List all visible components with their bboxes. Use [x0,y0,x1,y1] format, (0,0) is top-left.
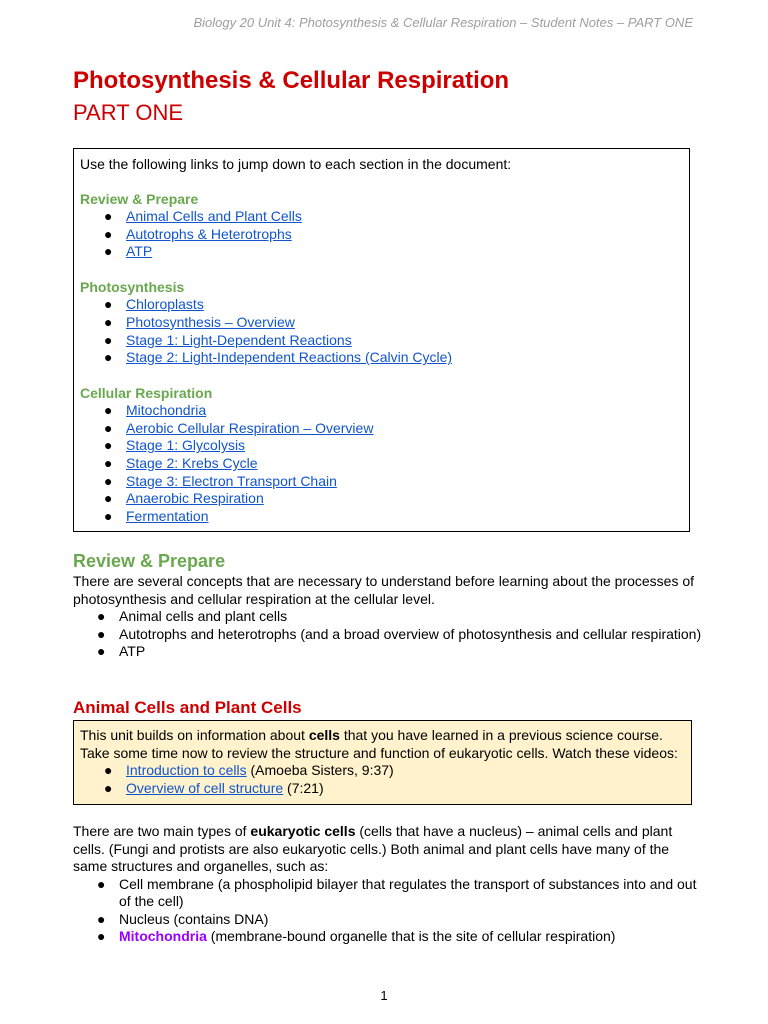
list-item: ● Anaerobic Respiration [104,490,264,507]
list-item: ● Stage 3: Electron Transport Chain [104,472,337,489]
toc-link-animal-plant-cells[interactable]: Animal Cells and Plant Cells [126,208,302,224]
list-item: ● Chloroplasts [104,296,204,313]
list-item: ● Fermentation [104,508,209,525]
toc-link-autotrophs[interactable]: Autotrophs & Heterotrophs [126,225,292,242]
list-item: ● Stage 1: Light-Dependent Reactions [104,331,352,348]
review-heading: Review & Prepare [73,551,226,571]
cells-paragraph: There are two main types of eukaryotic cells (cells that have a nucleus) – animal cells and plant cells. (Fungi and protists are also eukaryotic cells.) Both animal and plant cells have many of the same structures and organelles, such as: [73,823,673,874]
toc-link-krebs-cycle[interactable]: Stage 2: Krebs Cycle [126,455,258,472]
video-list [80,762,685,797]
video-link-cell-structure[interactable]: Overview of cell structure [126,779,284,796]
list-item: ● Animal Cells and Plant Cells [104,208,302,224]
cells-heading: Animal Cells and Plant Cells [73,698,302,717]
toc-link-light-dependent[interactable]: Stage 1: Light-Dependent Reactions [126,331,352,348]
list-item: ● Autotrophs and heterotrophs (and a broad overview of photosynthesis and cellular respiration) [97,625,702,642]
organelle-list [73,876,703,946]
mitochondria-term: Mitochondria [119,928,207,944]
toc-list-review [80,208,683,261]
list-item: ● ATP [97,643,146,659]
toc-list-photosynthesis [80,296,683,367]
running-header: Biology 20 Unit 4: Photosynthesis & Cellular Respiration – Student Notes – PART ONE [193,15,693,30]
list-item: ● Autotrophs & Heterotrophs [104,225,292,242]
toc-link-electron-transport[interactable]: Stage 3: Electron Transport Chain [126,472,337,489]
list-item: ● Stage 2: Krebs Cycle [104,455,258,472]
list-item: ● Aerobic Cellular Respiration – Overview [104,419,374,436]
list-item: ● Nucleus (contains DNA) [97,910,269,927]
page-title: Photosynthesis & Cellular Respiration [73,67,510,94]
review-section [73,573,703,661]
list-item: ● Mitochondria [104,401,207,418]
toc-link-glycolysis[interactable]: Stage 1: Glycolysis [126,437,246,454]
toc-link-aerobic-overview[interactable]: Aerobic Cellular Respiration – Overview [126,419,374,436]
cells-section [73,823,703,946]
toc-heading-review: Review & Prepare [80,191,199,207]
list-item: ● ATP [104,243,153,260]
review-list [73,608,703,661]
toc-link-mitochondria[interactable]: Mitochondria [126,401,207,418]
toc-link-fermentation[interactable]: Fermentation [126,508,209,525]
video-link-intro-cells[interactable]: Introduction to cells [126,762,247,779]
list-item: ● Stage 1: Glycolysis [104,437,246,454]
toc-heading-photosynthesis: Photosynthesis [80,279,185,296]
list-item: ● Overview of cell structure (7:21) [104,779,324,796]
toc-intro: Use the following links to jump down to each section in the document: [80,156,512,172]
list-item: ● Photosynthesis – Overview [104,313,295,330]
toc-link-atp[interactable]: ATP [126,243,153,260]
list-item: ● Animal cells and plant cells [97,608,288,624]
list-item: ● Mitochondria (membrane-bound organelle that is the site of cellular respiration) [97,928,616,944]
toc-link-chloroplasts[interactable]: Chloroplasts [126,296,204,313]
list-item: ● Cell membrane (a phospholipid bilayer that regulates the transport of substances into and out of the cell) [97,875,697,909]
list-item: ● Introduction to cells (Amoeba Sisters, 9:37) [104,762,394,779]
video-callout [73,720,692,805]
page-subtitle: PART ONE [73,100,184,125]
toc-heading-respiration: Cellular Respiration [80,384,213,401]
toc-list-respiration [80,402,683,526]
list-item: ● Stage 2: Light-Independent Reactions (Calvin Cycle) [104,349,453,366]
table-of-contents [73,148,690,532]
review-paragraph: There are several concepts that are necessary to understand before learning about the processes of photosynthesis and cellular respiration at the cellular level. [73,573,695,607]
callout-text: This unit builds on information about cells that you have learned in a previous science course. Take some time now to review the structure and function of eukaryotic cells. Watch these videos: [80,727,678,761]
toc-link-photosynthesis-overview[interactable]: Photosynthesis – Overview [126,313,295,330]
toc-link-anaerobic[interactable]: Anaerobic Respiration [126,490,264,507]
page-number: 1 [380,988,388,1003]
toc-link-calvin-cycle[interactable]: Stage 2: Light-Independent Reactions (Calvin Cycle) [126,349,453,366]
